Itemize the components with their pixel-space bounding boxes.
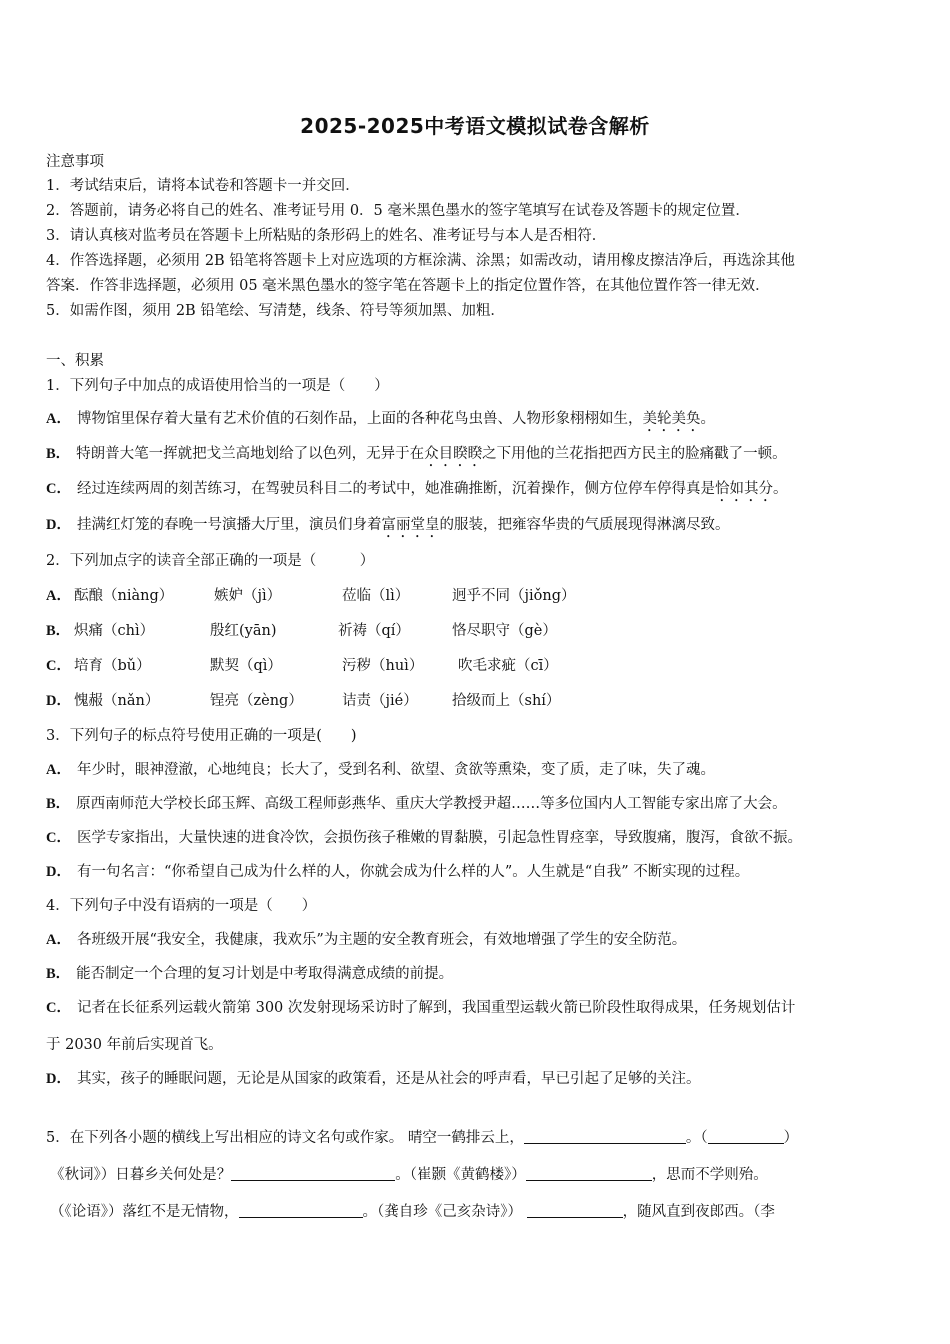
pinyin-item: 莅临（lì） [342, 588, 410, 604]
option-label: C． [46, 830, 71, 846]
option-label: A． [46, 411, 71, 427]
q3-option-c [46, 827, 910, 849]
pinyin-item: 默契（qì） [210, 658, 282, 674]
q3-option-d [46, 861, 910, 883]
pinyin-item: 殷红(yān) [210, 623, 277, 639]
section-heading: 一、积累 [46, 353, 104, 369]
pinyin-item: 拾级而上（shí） [452, 693, 561, 709]
pinyin-item: 恪尽职守（gè） [452, 623, 557, 639]
page-title: 2025-2025中考语文模拟试卷含解析 [300, 114, 650, 138]
q3-option-b [46, 793, 910, 815]
notice-heading: 注意事项 [46, 154, 104, 170]
option-text: 经过连续两周的刻苦练习，在驾驶员科目二的考试中，她准确推断，沉着操作，侧方位停车停得真是 [76, 481, 715, 497]
option-text: 原西南师范大学校长邱玉辉、高级工程师彭燕华、重庆大学教授尹超……等多位国内人工智能专家出席了大会。 [76, 796, 787, 812]
notice-item: 4．作答选择题，必须用 2B 铅笔将答题卡上对应选项的方框涂满、涂黑；如需改动，请用橡皮擦洁净后，再选涂其他 [46, 253, 795, 269]
q4-option-d [46, 1068, 910, 1090]
answer-blank[interactable] [526, 1164, 652, 1181]
option-label: C． [46, 481, 71, 497]
q4-option-c [46, 997, 910, 1019]
answer-blank[interactable] [708, 1127, 784, 1144]
dotted-idiom: 众目睽睽 [424, 446, 483, 462]
notice-item: 3．请认真核对监考员在答题卡上所粘贴的条形码上的姓名、准考证号与本人是否相符． [46, 228, 607, 244]
option-text: 的服装，把雍容华贵的气质展现得淋漓尽致。 [439, 517, 730, 533]
notice-item: 2．答题前，请务必将自己的姓名、准考证号用 0．5 毫米黑色墨水的签字笔填写在试卷及答题卡的规定位置． [46, 203, 750, 219]
notice-item: 5．如需作图，须用 2B 铅笔绘、写清楚，线条、符号等须加黑、加粗． [46, 303, 505, 319]
question-1-stem: 1．下列句子中加点的成语使用恰当的一项是（ ） [46, 378, 389, 394]
option-label: C． [46, 1000, 71, 1016]
pinyin-item: 锃亮（zèng） [210, 693, 303, 709]
pinyin-item: 酝酿（niàng） [74, 588, 174, 604]
pinyin-item: 愧赧（nǎn） [74, 693, 160, 709]
pinyin-item: 炽痛（chì） [74, 623, 155, 639]
option-text: 。 [772, 481, 788, 497]
dotted-idiom: 美轮美奂 [642, 411, 701, 427]
question-3-stem: 3．下列句子的标点符号使用正确的一项是( ) [46, 728, 357, 744]
option-text: 博物馆里保存着大量有艺术价值的石刻作品，上面的各种花鸟虫兽、人物形象栩栩如生， [76, 411, 643, 427]
option-label: C． [46, 658, 71, 674]
option-text: 医学专家指出，大量快速的进食冷饮，会损伤孩子稚嫩的胃黏膜，引起急性胃痉挛，导致腹痛，腹泻，食欲不振。 [76, 830, 802, 846]
option-text: 之下用他的兰花指把西方民主的脸痛戳了一顿。 [482, 446, 787, 462]
q4-option-a [46, 929, 910, 951]
dotted-idiom: 富丽堂皇 [381, 517, 440, 533]
q5-text: ） [783, 1130, 799, 1146]
question-2-stem: 2．下列加点字的读音全部正确的一项是（ ） [46, 553, 375, 569]
question-5-stem: 5．在下列各小题的横线上写出相应的诗文名句或作家。 晴空一鹤排云上， [46, 1130, 524, 1146]
pinyin-item: 祈祷（qí） [338, 623, 410, 639]
pinyin-item: 吹毛求疵（cī） [458, 658, 558, 674]
option-label: B． [46, 966, 71, 982]
answer-blank[interactable] [231, 1164, 395, 1181]
pinyin-item: 污秽（huì） [342, 658, 424, 674]
option-label: A． [46, 762, 71, 778]
q5-text: 。（龚自珍《己亥杂诗》） [362, 1204, 527, 1220]
option-text: 其实，孩子的睡眠问题，无论是从国家的政策看，还是从社会的呼声看，早已引起了足够的关注。 [76, 1071, 701, 1087]
pinyin-item: 培育（bǔ） [74, 658, 151, 674]
q3-option-a [46, 759, 910, 781]
answer-blank[interactable] [239, 1201, 363, 1218]
option-text: 挂满红灯笼的春晚一号演播大厅里，演员们身着 [76, 517, 382, 533]
question-5-line-1 [46, 1127, 910, 1149]
q5-text: 《秋词》）日暮乡关何处是？ [50, 1167, 232, 1183]
q5-text: ，随风直到夜郎西。（李 [622, 1204, 775, 1220]
q5-text: 。（崔颢《黄鹤楼》） [395, 1167, 526, 1183]
answer-blank[interactable] [527, 1201, 623, 1218]
option-label: A． [46, 932, 71, 948]
option-label: D． [46, 693, 71, 709]
option-label: A． [46, 588, 71, 604]
q1-option-b [46, 443, 910, 470]
option-text: 年少时，眼神澄澈，心地纯良；长大了，受到名利、欲望、贪欲等熏染，变了质，走了味，失了魂。 [76, 762, 715, 778]
option-label: B． [46, 796, 71, 812]
question-5-line-3 [50, 1201, 910, 1223]
q5-text: 。（ [685, 1130, 708, 1146]
answer-blank[interactable] [524, 1127, 686, 1144]
notice-item: 1．考试结束后，请将本试卷和答题卡一并交回． [46, 178, 360, 194]
option-text: 。 [700, 411, 715, 427]
option-label: D． [46, 517, 71, 533]
q5-text: ，思而不学则殆。 [651, 1167, 768, 1183]
question-4-stem: 4．下列句子中没有语病的一项是（ ） [46, 898, 317, 914]
pinyin-item: 诘责（jié） [342, 693, 418, 709]
option-text: 有一句名言：“你希望自己成为什么样的人，你就会成为什么样的人”。人生就是“自我” 不断实现的过程。 [76, 864, 750, 880]
pinyin-item: 嫉妒（jì） [214, 588, 282, 604]
q4-option-b [46, 963, 910, 985]
q5-text: （《论语》）落红不是无情物， [50, 1204, 239, 1220]
option-label: D． [46, 864, 71, 880]
pinyin-item: 迥乎不同（jiǒng） [452, 588, 576, 604]
q1-option-c [46, 478, 910, 505]
option-label: D． [46, 1071, 71, 1087]
option-text: 各班级开展“我安全，我健康，我欢乐”为主题的安全教育班会，有效地增强了学生的安全防范。 [76, 932, 687, 948]
option-text: 能否制定一个合理的复习计划是中考取得满意成绩的前提。 [76, 966, 454, 982]
notice-item: 答案．作答非选择题，必须用 05 毫米黑色墨水的签字笔在答题卡上的指定位置作答，在其他位置作答一律无效． [46, 278, 770, 294]
option-text: 记者在长征系列运载火箭第 300 次发射现场采访时了解到，我国重型运载火箭已阶段性取得成果，任务规划估计 [76, 1000, 796, 1016]
option-text: 特朗普大笔一挥就把戈兰高地划给了以色列，无异于在 [76, 446, 425, 462]
q4-option-c-continued: 于 2030 年前后实现首飞。 [46, 1037, 223, 1053]
option-label: B． [46, 623, 71, 639]
option-label: B． [46, 446, 71, 462]
q1-option-a [46, 408, 910, 435]
q1-option-d [46, 514, 910, 541]
dotted-idiom: 恰如其分 [714, 481, 773, 497]
question-5-line-2 [50, 1164, 910, 1186]
